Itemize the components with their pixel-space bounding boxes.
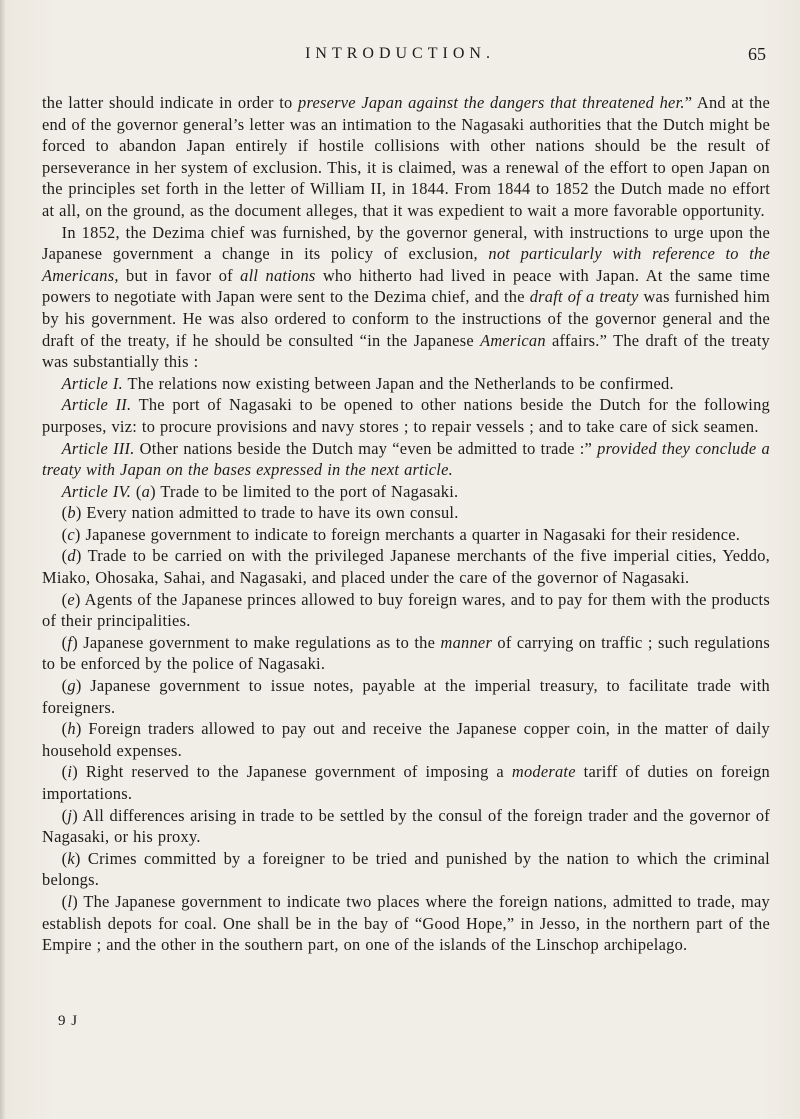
list-item: (l) The Japanese government to indicate two places where the foreign nations, admitted to trade, may establish depots for coal. One shall be in the bay of “Good Hope,” in Jesso, in the northern part of the Empire ; and the other in the southern part, on one of the islands of the Linschop archipelago. bbox=[42, 891, 770, 955]
article-2: Article II. The port of Nagasaki to be opened to other nations beside the Dutch for the following purposes, viz: to procure provisions and navy stores ; to repair vessels ; and to take care of sick seamen. bbox=[42, 395, 770, 436]
list-item: (k) Crimes committed by a foreigner to be tried and punished by the nation to which the criminal belongs. bbox=[42, 848, 770, 890]
list-item: (j) All differences arising in trade to be settled by the consul of the foreign trader and the governor of Nagasaki, or his proxy. bbox=[42, 805, 770, 847]
article-1: Article I. The relations now existing between Japan and the Netherlands to be confirmed. bbox=[61, 373, 674, 393]
list-item: (i) Right reserved to the Japanese government of imposing a moderate tariff of duties on foreign importations. bbox=[42, 762, 770, 803]
running-title: INTRODUCTION. bbox=[305, 45, 495, 62]
list-item: (c) Japanese government to indicate to foreign merchants a quarter in Nagasaki for their residence. bbox=[61, 524, 741, 544]
article-4: Article IV. (a) Trade to be limited to the port of Nagasaki. bbox=[61, 481, 459, 501]
list-item: (g) Japanese government to issue notes, payable at the imperial treasury, to facilitate trade with foreigners. bbox=[42, 676, 770, 717]
paragraph: the latter should indicate in order to preserve Japan against the dangers that threatened her.” And at the end of the governor general’s letter was an intimation to the Nagasaki authorities that the Dutch might be forced to abandon Japan entirely if hostile collisions with other nations should be the result of perseverance in her system of exclusion. This, it is claimed, was a renewal of the effort to open Japan on the principles set forth in the letter of William II, in 1844. From 1844 to 1852 the Dutch made no effort at all, on the ground, as the document alleges, that it was expedient to wait a more favorable opportunity. bbox=[42, 93, 770, 220]
list-item: (b) Every nation admitted to trade to have its own consul. bbox=[61, 503, 459, 523]
page-edge bbox=[0, 0, 6, 1119]
list-item: (d) Trade to be carried on with the privileged Japanese merchants of the five imperial cities, Yeddo, Miako, Ohosaka, Sahai, and Nagasaki, and placed under the care of the governor of Nagasaki. bbox=[42, 546, 770, 588]
article-3: Article III. Other nations beside the Dutch may “even be admitted to trade :” provided they conclude a treaty with Japan on the bases expressed in the next article. bbox=[42, 438, 770, 480]
running-header bbox=[0, 44, 800, 70]
list-item: (f) Japanese government to make regulations as to the manner of carrying on traffic ; such regulations to be enforced by the police of Nagasaki. bbox=[42, 632, 771, 674]
signature-mark: 9 J bbox=[58, 1013, 79, 1029]
list-item: (e) Agents of the Japanese princes allowed to buy foreign wares, and to pay for them with the products of their principalities. bbox=[42, 589, 770, 631]
page-number: 65 bbox=[748, 44, 766, 64]
list-item: (h) Foreign traders allowed to pay out and receive the Japanese copper coin, in the matter of daily household expenses. bbox=[42, 719, 770, 760]
paragraph: In 1852, the Dezima chief was furnished, by the governor general, with instructions to urge upon the Japanese government a change in its policy of exclusion, not particularly with reference to the Americans, but in favor of all nations who hitherto had lived in peace with Japan. At the same time powers to negotiate with Japan were sent to the Dezima chief, and the draft of a treaty was furnished him by his government. He was also ordered to conform to the instructions of the governor general and the draft of the treaty, if he should be consulted “in the Japanese American affairs.” The draft of the treaty was substantially this : bbox=[42, 222, 771, 372]
body-text bbox=[42, 92, 770, 956]
